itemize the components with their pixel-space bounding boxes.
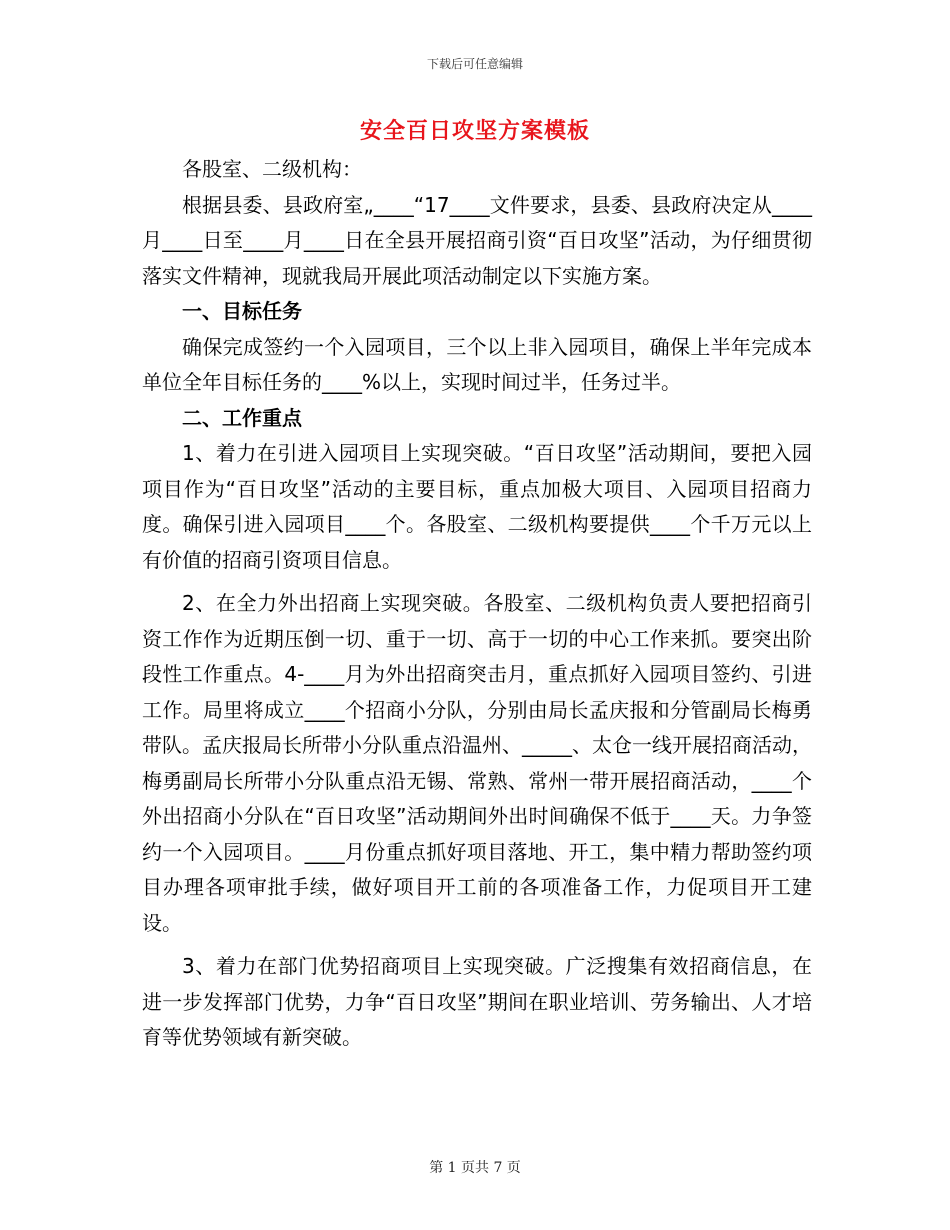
salutation: 各股室、二级机构： [182,157,362,181]
focus-item-3: 3、着力在部门优势招商项目上实现突破。广泛搜集有效招商信息，在进一步发挥部门优势，力争“百日攻坚”期间在职业培训、劳务输出、人才培育等优势领域有新突破。 [142,954,812,1049]
page-header: 下载后可任意编辑 [426,57,523,71]
document-title: 安全百日攻坚方案模板 [359,119,590,144]
intro-paragraph: 根据县委、县政府室„____“17____文件要求，县委、县政府决定从____月____日至____月____日在全县开展招商引资“百日攻坚”活动，为仔细贯彻落实文件精神，现就我局开展此项活动制定以下实施方案。 [142,192,812,288]
section-heading-goals: 一、目标任务 [182,299,302,323]
goals-paragraph: 确保完成签约一个入园项目，三个以上非入园项目，确保上半年完成本单位全年目标任务的____%以上，实现时间过半，任务过半。 [142,334,812,394]
section-heading-focus: 二、工作重点 [182,405,302,430]
focus-item-2: 2、在全力外出招商上实现突破。各股室、二级机构负责人要把招商引资工作作为近期压倒一切、重于一切、高于一切的中心工作来抓。要突出阶段性工作重点。4-____月为外出招商突击月，重点抓好入园项目签约、引进工作。局里将成立____个招商小分队，分别由局长孟庆报和分管副局长梅勇带队。孟庆报局长所带小分队重点沿温州、_____、太仓一线开展招商活动，梅勇副局长所带小分队重点沿无锡、常熟、常州一带开展招商活动，____个外出招商小分队在“百日攻坚”活动期间外出时间确保不低于____天。力争签约一个入园项目。____月份重点抓好项目落地、开工，集中精力帮助签约项目办理各项审批手续，做好项目开工前的各项准备工作，力促项目开工建设。 [142,591,812,935]
document-body [142,152,812,1056]
page-number: 第 1 页共 7 页 [429,1160,521,1176]
focus-item-1: 1、着力在引进入园项目上实现突破。“百日攻坚”活动期间，要把入园项目作为“百日攻坚”活动的主要目标，重点加极大项目、入园项目招商力度。确保引进入园项目____个。各股室、二级机构要提供____个千万元以上有价值的招商引资项目信息。 [142,441,812,572]
